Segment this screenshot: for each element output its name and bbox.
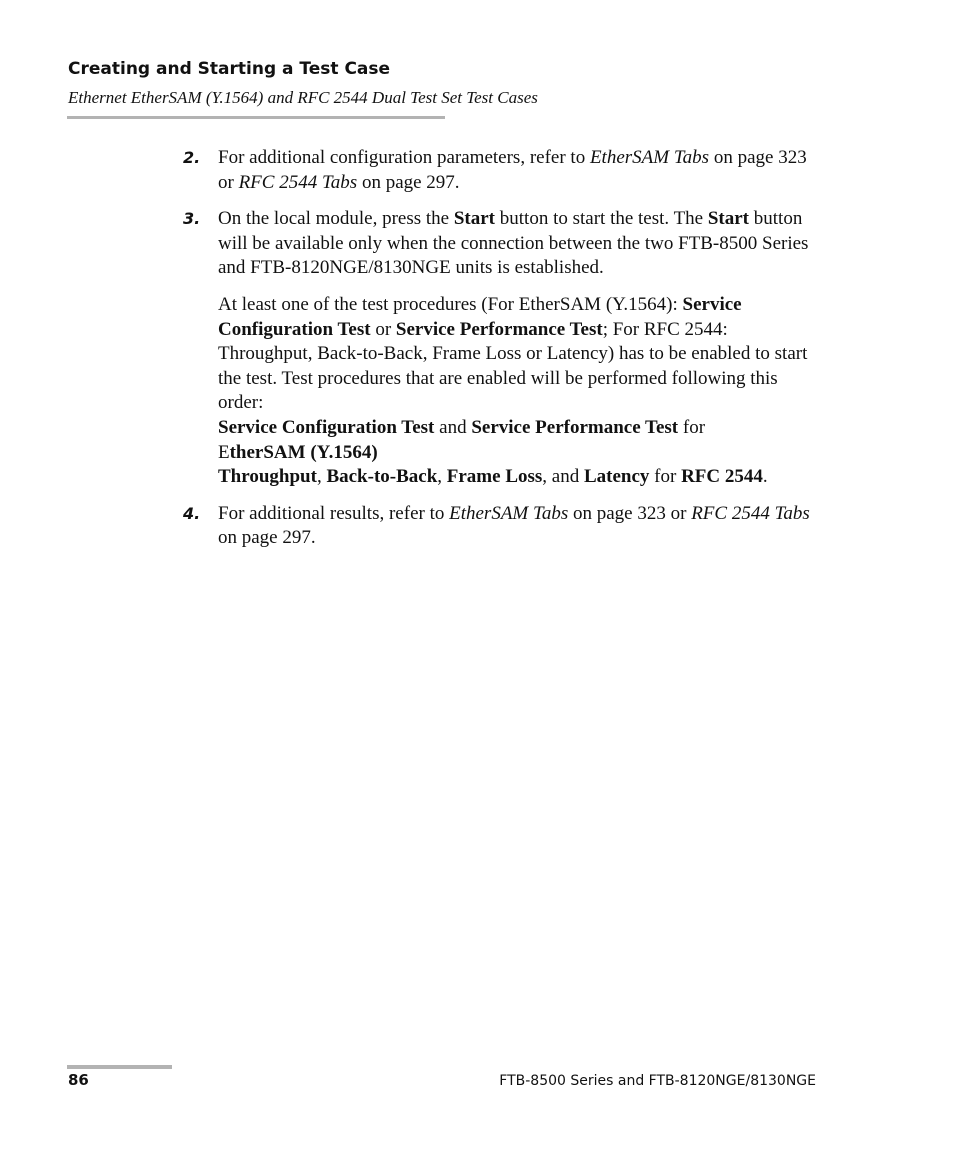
page-number: 86 <box>68 1071 89 1089</box>
step-3 <box>183 207 823 490</box>
step-2 <box>183 146 823 195</box>
ethersam-tabs-link[interactable]: EtherSAM Tabs <box>589 147 710 168</box>
header-divider <box>67 116 445 119</box>
rfc2544-tabs-link[interactable]: RFC 2544 Tabs <box>691 502 810 524</box>
step-note: At least one of the test procedures (For EtherSAM (Y.1564): Service Configuration Test or Service Performance Test; For RFC 2544: Throughput, Back-to-Back, Frame Loss or Latency) has to be enabled to start the test. Test procedures that are enabled will be performed following this order: Service Configuration Test and Service Performance Test for EtherSAM (Y.1564) Throughput, Back-to-Back, Frame Loss, and Latency for RFC 2544. <box>218 293 808 488</box>
section-subtitle: Ethernet EtherSAM (Y.1564) and RFC 2544 Dual Test Set Test Cases <box>68 88 538 107</box>
step-text: On the local module, press the Start button to start the test. The Start button will be available only when the connection between the two FTB-8500 Series and FTB-8120NGE/8130NGE units is established. <box>218 208 809 279</box>
step-4 <box>183 502 823 551</box>
footer-divider <box>67 1065 172 1069</box>
step-text: For additional results, refer to EtherSAM Tabs on page 323 or RFC 2544 Tabs on page 297. <box>218 502 810 549</box>
step-text: For additional configuration parameters, refer to EtherSAM Tabs on page 323 or RFC 2544 Tabs on page 297. <box>218 147 807 193</box>
footer-product-name: FTB-8500 Series and FTB-8120NGE/8130NGE <box>499 1073 816 1089</box>
ethersam-tabs-link[interactable]: EtherSAM Tabs <box>449 502 569 524</box>
procedure-steps <box>183 146 823 563</box>
step-number: 4. <box>183 503 201 523</box>
step-number: 2. <box>183 148 201 167</box>
step-number: 3. <box>183 209 201 229</box>
start-button-ref: Start <box>453 208 496 230</box>
section-title: Creating and Starting a Test Case <box>68 59 391 79</box>
page-header <box>68 57 868 109</box>
rfc2544-tabs-link[interactable]: RFC 2544 Tabs <box>238 171 358 193</box>
start-button-ref: Start <box>707 208 750 230</box>
